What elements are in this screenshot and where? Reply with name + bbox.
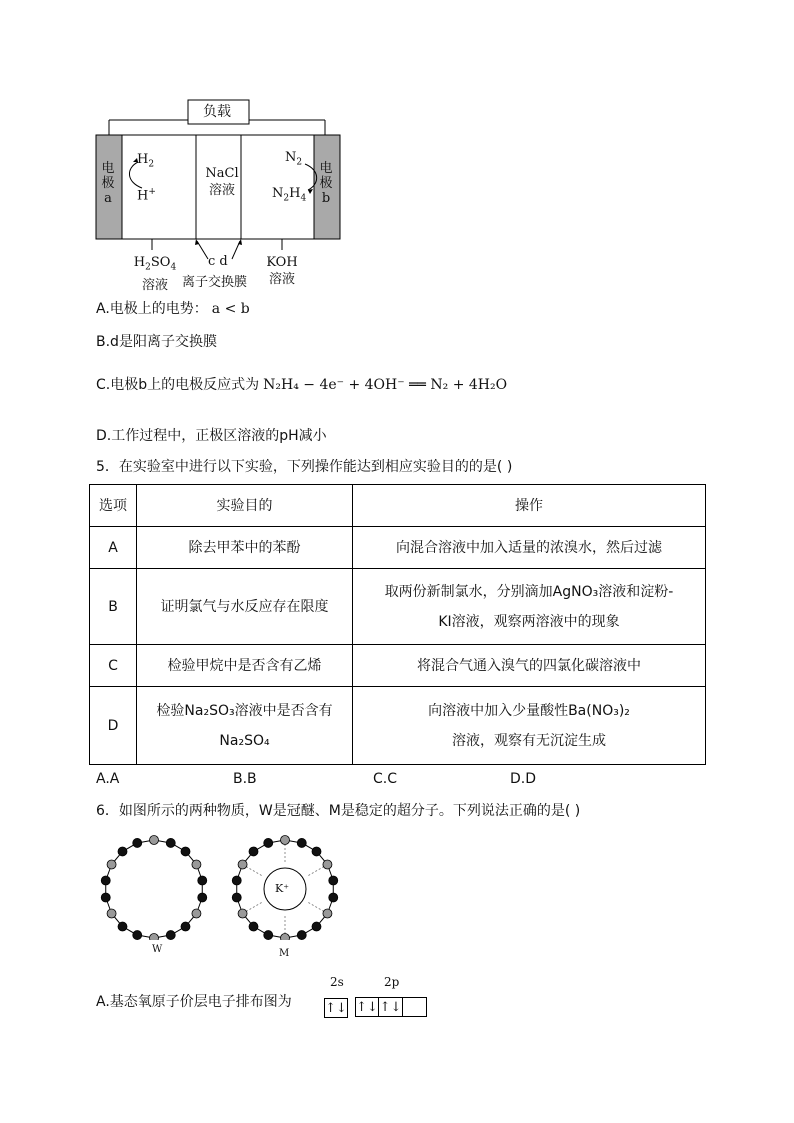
load-label: 负载 — [203, 104, 231, 120]
carbon-atom — [133, 838, 142, 847]
nacl-label: NaCl 溶液 — [205, 166, 239, 198]
oxygen-atom — [150, 934, 159, 941]
q5-choice-b: B.B — [233, 771, 257, 787]
ion-label: K⁺ — [275, 882, 290, 895]
header-operation: 操作 — [353, 485, 706, 527]
carbon-atom — [166, 931, 175, 940]
oxygen-atom — [107, 909, 116, 918]
table-row — [90, 527, 706, 569]
q4-option-d: D.工作过程中，正极区溶液的pH减小 — [96, 428, 327, 444]
row-d-operation: 向溶液中加入少量酸性Ba(NO₃)₂ 溶液，观察有无沉淀生成 — [353, 687, 706, 765]
q5-stem: 5．在实验室中进行以下实验，下列操作能达到相应实验目的的是( ) — [96, 459, 513, 475]
orbital-box: ↑↓ — [355, 997, 379, 1017]
carbon-atom — [101, 893, 110, 902]
carbon-atom — [297, 838, 306, 847]
orbital-2s-label: 2s — [330, 975, 344, 989]
orbital-box — [403, 997, 427, 1017]
row-d-goal: 检验Na₂SO₃溶液中是否含有 Na₂SO₄ — [137, 687, 353, 765]
right-solution-label: KOH 溶液 — [266, 255, 298, 287]
q5-choice-a: A.A — [96, 771, 120, 787]
carbon-atom — [249, 922, 258, 931]
electrode-a-label: 电 极 a — [101, 161, 115, 206]
carbon-atom — [264, 838, 273, 847]
oxygen-atom — [192, 860, 201, 869]
membrane-letters: c d — [208, 254, 228, 269]
oxygen-atom — [281, 836, 290, 845]
oxygen-atom — [192, 909, 201, 918]
q4-option-a: A.电极上的电势： a < b — [96, 301, 250, 317]
carbon-atom — [264, 931, 273, 940]
row-c-goal: 检验甲烷中是否含有乙烯 — [137, 645, 353, 687]
q5-table — [89, 484, 706, 765]
orbital-box: ↑↓ — [324, 998, 348, 1018]
table-row — [90, 645, 706, 687]
label-w: W — [152, 944, 163, 955]
header-goal: 实验目的 — [137, 485, 353, 527]
oxygen-atom — [281, 934, 290, 941]
row-d-option: D — [90, 687, 137, 765]
row-b-goal: 证明氯气与水反应存在限度 — [137, 569, 353, 645]
carbon-atom — [166, 838, 175, 847]
carbon-atom — [297, 931, 306, 940]
carbon-atom — [232, 893, 241, 902]
orbital-2p-label: 2p — [384, 975, 400, 989]
oxygen-atom — [323, 909, 332, 918]
left-solution-label: $H_2SO_4$ 溶液 — [133, 255, 177, 293]
carbon-atom — [198, 876, 207, 885]
table-row — [90, 687, 706, 765]
row-c-option: C — [90, 645, 137, 687]
oxygen-atom — [238, 909, 247, 918]
carbon-atom — [312, 847, 321, 856]
carbon-atom — [232, 876, 241, 885]
orbital-2s — [324, 997, 348, 1018]
table-row — [90, 569, 706, 645]
carbon-atom — [329, 893, 338, 902]
label-m: M — [279, 948, 290, 959]
q4-option-c: C.电极b上的电极反应式为 N₂H₄ − 4e⁻ + 4OH⁻ ══ N₂ + 4H₂O — [96, 377, 508, 393]
oxygen-atom — [107, 860, 116, 869]
carbon-atom — [118, 922, 127, 931]
oxygen-atom — [150, 836, 159, 845]
q5-choice-c: C.C — [373, 771, 398, 787]
carbon-atom — [133, 931, 142, 940]
left-top-species: $H_2$ — [137, 152, 155, 170]
header-option: 选项 — [90, 485, 137, 527]
table-header-row — [90, 485, 706, 527]
right-bottom-species: $N_2H_4$ — [272, 186, 307, 204]
oxygen-atom — [323, 860, 332, 869]
orbital-2p — [355, 997, 427, 1017]
oxygen-atom — [238, 860, 247, 869]
carbon-atom — [198, 893, 207, 902]
ring-w — [101, 836, 207, 941]
carbon-atom — [312, 922, 321, 931]
crown-ether-diagram — [95, 835, 345, 940]
row-a-operation: 向混合溶液中加入适量的浓溴水，然后过滤 — [353, 527, 706, 569]
q4-option-b: B.d是阳离子交换膜 — [96, 334, 217, 350]
carbon-atom — [181, 847, 190, 856]
carbon-atom — [249, 847, 258, 856]
orbital-box: ↑↓ — [379, 997, 403, 1017]
q6-option-a-text: A.基态氧原子价层电子排布图为 — [96, 994, 292, 1010]
right-top-species: $N_2$ — [285, 150, 303, 168]
membrane-label: 离子交换膜 — [182, 275, 248, 290]
carbon-atom — [329, 876, 338, 885]
row-a-option: A — [90, 527, 137, 569]
row-b-option: B — [90, 569, 137, 645]
carbon-atom — [101, 876, 110, 885]
row-a-goal: 除去甲苯中的苯酚 — [137, 527, 353, 569]
row-b-operation: 取两份新制氯水，分别滴加AgNO₃溶液和淀粉- KI溶液，观察两溶液中的现象 — [353, 569, 706, 645]
carbon-atom — [181, 922, 190, 931]
electrode-b-label: 电 极 b — [319, 161, 333, 206]
q5-choice-d: D.D — [510, 771, 537, 787]
left-bottom-species: H+ — [137, 187, 156, 204]
carbon-atom — [118, 847, 127, 856]
q6-stem: 6．如图所示的两种物质，W是冠醚、M是稳定的超分子。下列说法正确的是( ) — [96, 803, 581, 819]
row-c-operation: 将混合气通入溴气的四氯化碳溶液中 — [353, 645, 706, 687]
